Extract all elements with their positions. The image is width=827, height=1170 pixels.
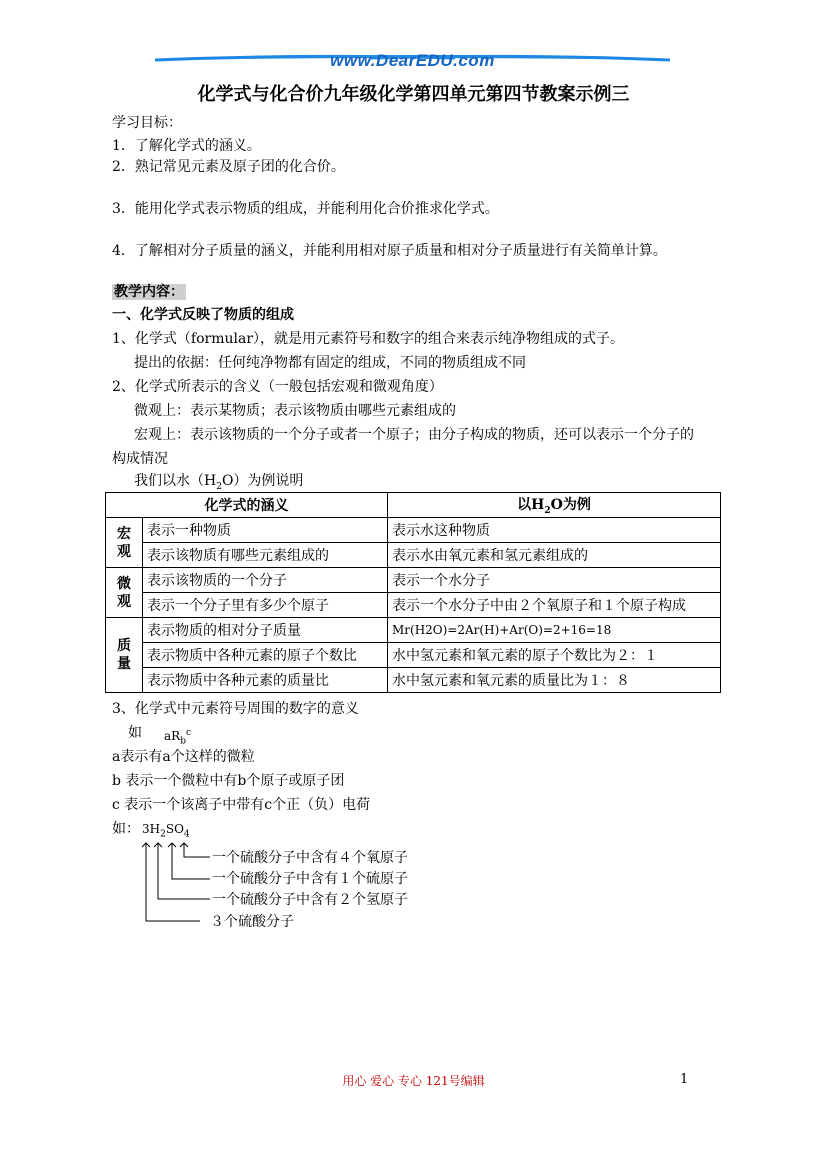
table-row xyxy=(106,643,721,668)
table-cell: 水中氢元素和氧元素的质量比为１：８ xyxy=(388,668,721,693)
note-oxygen: 一个硫酸分子中含有４个氧原子 xyxy=(212,850,408,866)
formula-label: 如： xyxy=(112,821,140,837)
table-cell: 表示该物质有哪些元素组成的 xyxy=(143,543,388,568)
table-cell: 表示物质的相对分子质量 xyxy=(143,618,388,643)
section3-title: 3、化学式中元素符号周围的数字的意义 xyxy=(112,701,359,717)
group-mass: 质量 xyxy=(106,618,143,693)
page-number: 1 xyxy=(680,1072,689,1087)
paragraph-6: 构成情况 xyxy=(112,451,168,467)
paragraph-4: 微观上：表示某物质；表示该物质由哪些元素组成的 xyxy=(134,403,456,419)
table-cell: 表示一个水分子 xyxy=(388,568,721,593)
table-row xyxy=(106,518,721,543)
goal-item-1: 1．了解化学式的涵义。 xyxy=(112,138,261,154)
paragraph-2: 提出的依据：任何纯净物都有固定的组成，不同的物质组成不同 xyxy=(134,355,526,371)
content-heading: 教学内容： xyxy=(114,284,184,300)
page-title: 化学式与化合价九年级化学第四单元第四节教案示例三 xyxy=(197,84,630,105)
table-row xyxy=(106,568,721,593)
formula-3h2so4: $3H_2SO_4$ xyxy=(142,822,190,840)
notation-example: $aR_b^c$ xyxy=(164,728,192,747)
table-cell: 表示一个水分子中由２个氧原子和１个原子构成 xyxy=(388,593,721,618)
table-cell: 表示一种物质 xyxy=(143,518,388,543)
table-cell: 表示该物质的一个分子 xyxy=(143,568,388,593)
c-meaning: c 表示一个该离子中带有c个正（负）电荷 xyxy=(112,797,371,813)
goal-item-4: 4．了解相对分子质量的涵义，并能利用相对原子质量和相对分子质量进行有关简单计算。 xyxy=(112,243,667,259)
note-molecules: ３个硫酸分子 xyxy=(210,914,294,930)
table-row xyxy=(106,543,721,568)
bracket-lines xyxy=(140,835,220,935)
table-cell: 表示物质中各种元素的原子个数比 xyxy=(143,643,388,668)
table-cell: Mr(H2O)=2Ar(H)+Ar(O)=2+16=18 xyxy=(388,618,721,643)
note-sulfur: 一个硫酸分子中含有１个硫原子 xyxy=(212,871,408,887)
paragraph-7: 我们以水$(H_2O)$为例说明 xyxy=(134,473,304,492)
table-cell: 表示物质中各种元素的质量比 xyxy=(143,668,388,693)
table-cell: 表示一个分子里有多少个原子 xyxy=(143,593,388,618)
table-header-row xyxy=(106,493,721,518)
table-header-example: 以$H_2O$为例 xyxy=(388,493,721,518)
table-header-meaning: 化学式的涵义 xyxy=(106,493,388,518)
example-label: 如 xyxy=(128,725,142,741)
table-cell: 水中氢元素和氧元素的原子个数比为２：１ xyxy=(388,643,721,668)
goal-item-3: 3．能用化学式表示物质的组成，并能利用化合价推求化学式。 xyxy=(112,201,499,217)
group-micro: 微观 xyxy=(106,568,143,618)
section1-title: 一、化学式反映了物质的组成 xyxy=(112,307,294,323)
meaning-table xyxy=(105,492,721,693)
table-row xyxy=(106,593,721,618)
paragraph-3: 2、化学式所表示的含义（一般包括宏观和微观角度） xyxy=(112,379,443,395)
paragraph-5: 宏观上：表示该物质的一个分子或者一个原子；由分子构成的物质，还可以表示一个分子的 xyxy=(134,427,694,443)
paragraph-1: 1、化学式（formular），就是用元素符号和数字的组合来表示纯净物组成的式子。 xyxy=(112,331,625,347)
goal-item-2: 2．熟记常见元素及原子团的化合价。 xyxy=(112,159,345,175)
group-macro: 宏观 xyxy=(106,518,143,568)
table-cell: 表示水由氧元素和氢元素组成的 xyxy=(388,543,721,568)
table-cell: 表示水这种物质 xyxy=(388,518,721,543)
header-logo-text: www.DearEDU.com xyxy=(330,51,495,70)
b-meaning: b 表示一个微粒中有b个原子或原子团 xyxy=(112,773,345,789)
footer-text: 用心 爱心 专心 121号编辑 xyxy=(342,1074,485,1088)
header-logo xyxy=(155,48,670,76)
note-hydrogen: 一个硫酸分子中含有２个氢原子 xyxy=(212,892,408,908)
goals-heading: 学习目标： xyxy=(112,115,182,131)
table-row xyxy=(106,668,721,693)
a-meaning: a表示有a个这样的微粒 xyxy=(112,749,255,765)
table-row xyxy=(106,618,721,643)
